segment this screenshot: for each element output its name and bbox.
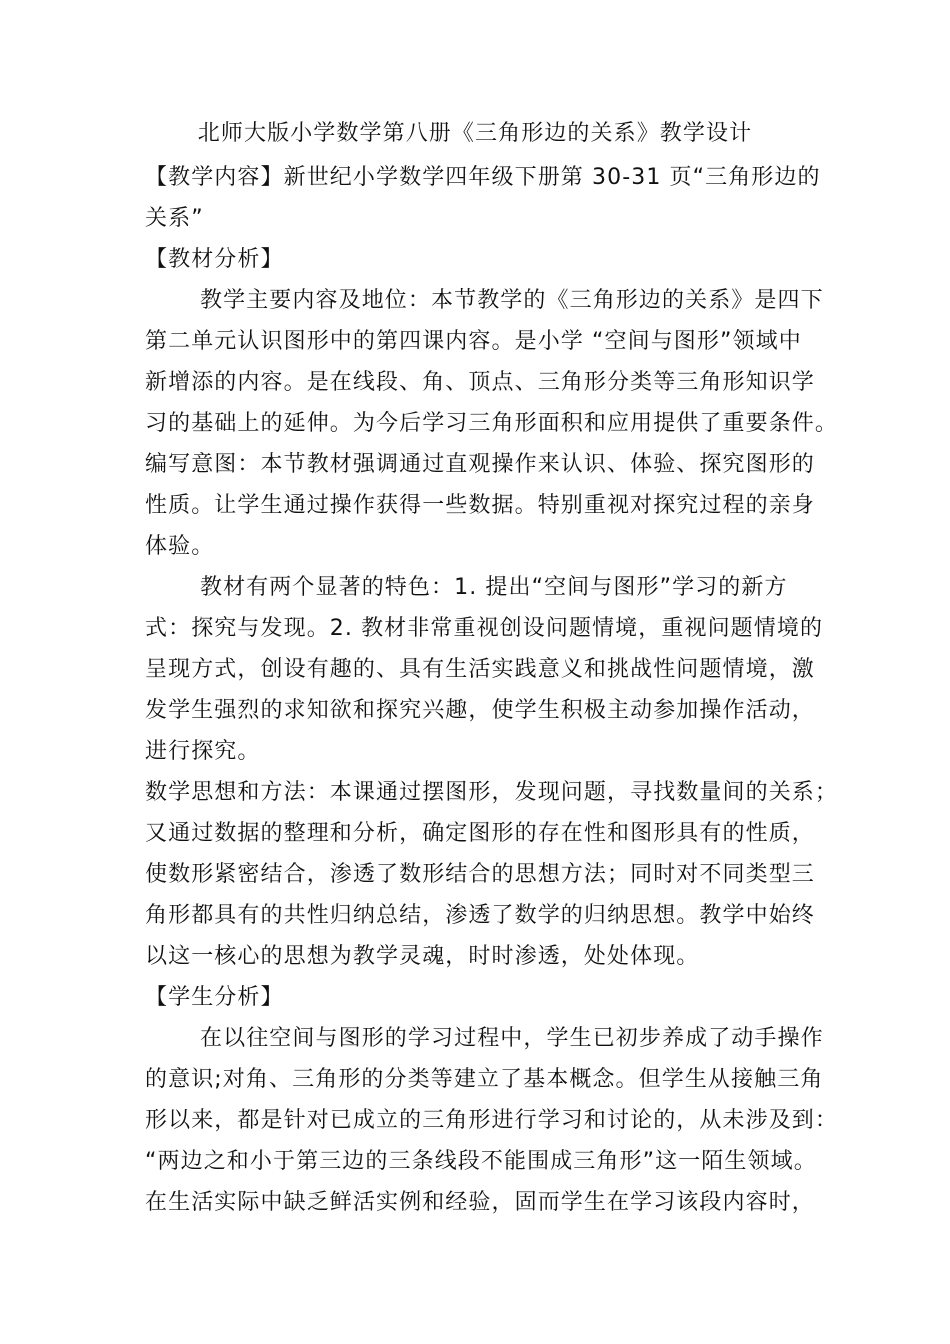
text-line: “两边之和小于第三边的三条线段不能围成三角形”这一陌生领域。 (145, 1149, 817, 1174)
text-line: 使数形紧密结合，渗透了数形结合的思想方法；同时对不同类型三 (145, 862, 815, 887)
section-heading: 【学生分析】 (145, 985, 284, 1010)
document-title: 北师大版小学数学第八册《三角形边的关系》教学设计 (197, 121, 753, 146)
text-line: 习的基础上的延伸。为今后学习三角形面积和应用提供了重要条件。 (145, 411, 839, 436)
text-line: 新增添的内容。是在线段、角、顶点、三角形分类等三角形知识学 (145, 370, 815, 395)
text-line: 呈现方式，创设有趣的、具有生活实践意义和挑战性问题情境，激 (145, 657, 815, 682)
text-line: 以这一核心的思想为教学灵魂，时时渗透，处处体现。 (145, 944, 700, 969)
text-line: 在以往空间与图形的学习过程中，学生已初步养成了动手操作 (200, 1026, 824, 1051)
text-line: 角形都具有的共性归纳总结，渗透了数学的归纳思想。教学中始终 (145, 903, 815, 928)
text-line: 数学思想和方法：本课通过摆图形，发现问题，寻找数量间的关系； (145, 780, 839, 805)
text-line: 教学主要内容及地位：本节教学的《三角形边的关系》是四下 (200, 288, 824, 313)
text-line: 体验。 (145, 534, 215, 559)
text-line: 发学生强烈的求知欲和探究兴趣，使学生积极主动参加操作活动， (145, 698, 815, 723)
text-line: 在生活实际中缺乏鲜活实例和经验，固而学生在学习该段内容时， (145, 1190, 815, 1215)
text-line: 性质。让学生通过操作获得一些数据。特别重视对探究过程的亲身 (145, 493, 815, 518)
text-line: 关系” (145, 206, 204, 231)
text-line: 进行探究。 (145, 739, 261, 764)
text-line: 第二单元认识图形中的第四课内容。是小学 “空间与图形”领域中 (145, 329, 802, 354)
text-line: 【教学内容】新世纪小学数学四年级下册第 30-31 页“三角形边的 (145, 165, 821, 190)
text-line: 式：探究与发现。2. 教材非常重视创设问题情境，重视问题情境的 (145, 616, 824, 641)
text-line: 教材有两个显著的特色：1. 提出“空间与图形”学习的新方 (200, 575, 788, 600)
text-line: 形以来，都是针对已成立的三角形进行学习和讨论的，从未涉及到： (145, 1108, 839, 1133)
section-heading: 【教材分析】 (145, 247, 284, 272)
text-line: 的意识;对角、三角形的分类等建立了基本概念。但学生从接触三角 (145, 1067, 824, 1092)
text-line: 又通过数据的整理和分析，确定图形的存在性和图形具有的性质， (145, 821, 815, 846)
text-line: 编写意图：本节教材强调通过直观操作来认识、体验、探究图形的 (145, 452, 815, 477)
